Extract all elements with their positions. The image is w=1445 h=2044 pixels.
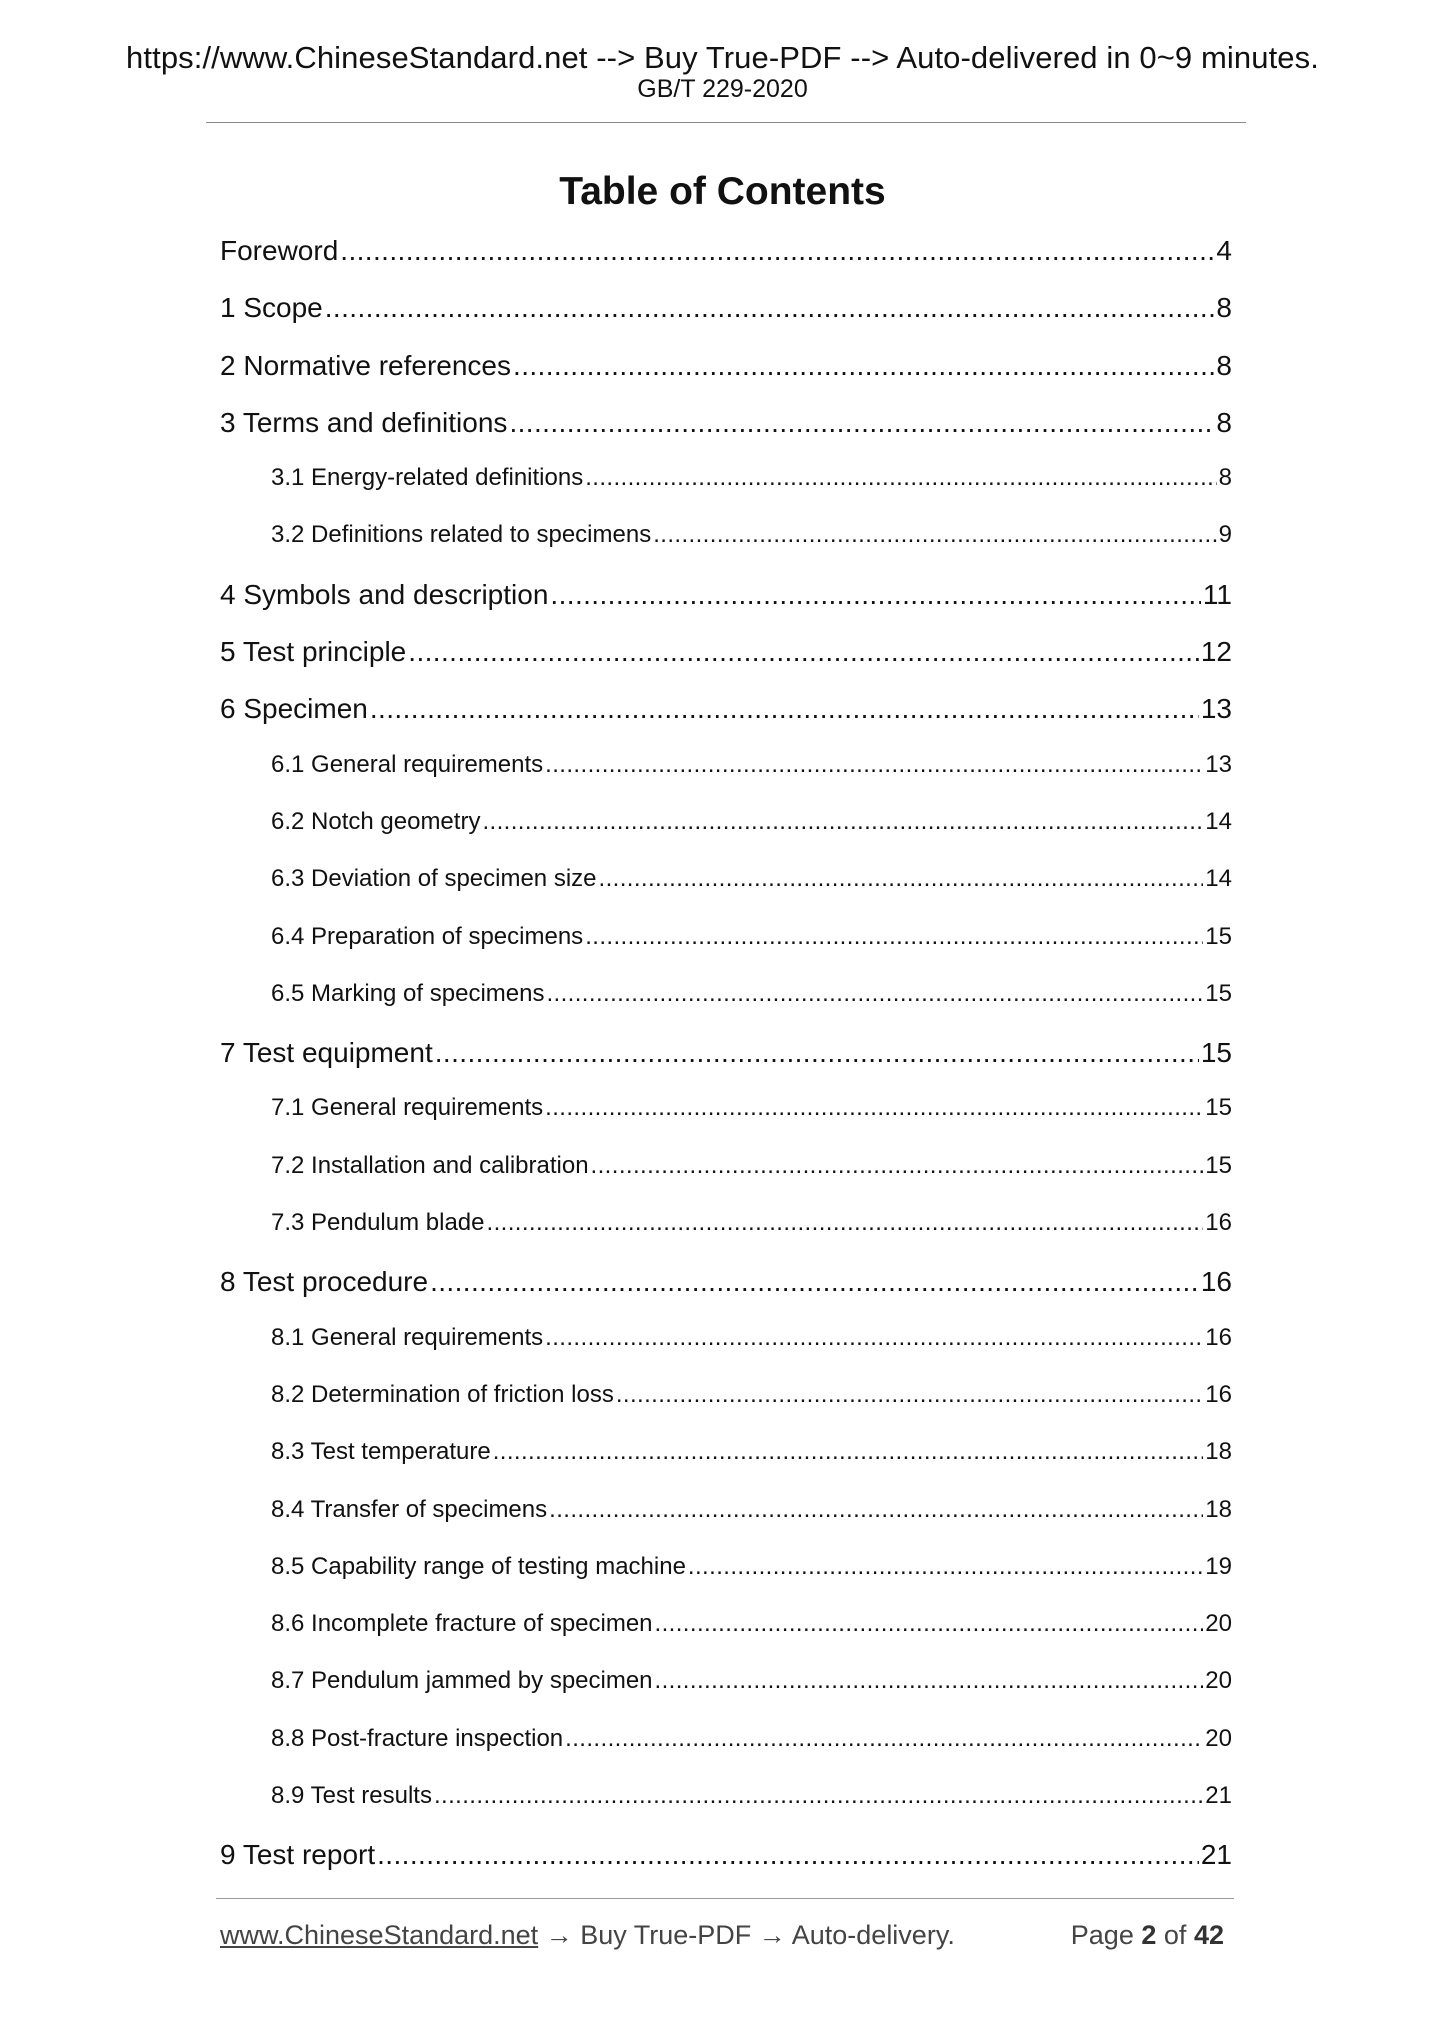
toc-entry-label: 9 Test report [220,1839,376,1871]
toc-leader-dots [513,350,1214,382]
toc-entry-page: 15 [1205,922,1232,950]
toc-entry[interactable] [220,1037,1232,1094]
toc-entry-label: 6.1 General requirements [271,750,544,778]
footer-site-link[interactable]: www.ChineseStandard.net [220,1920,539,1950]
toc-entry-label: 6.3 Deviation of specimen size [271,865,597,893]
toc-entry-label: 8 Test procedure [220,1266,429,1298]
table-of-contents [220,235,1232,1897]
toc-entry-page: 21 [1205,1782,1232,1810]
toc-leader-dots [549,1496,1203,1524]
toc-leader-dots [616,1381,1203,1409]
toc-leader-dots [430,1266,1199,1298]
page-word: Page [1070,1920,1134,1950]
toc-entry-page: 4 [1216,235,1232,266]
toc-entry-page: 15 [1205,1151,1232,1179]
toc-entry[interactable] [220,923,1232,980]
toc-leader-dots [599,865,1204,893]
toc-entry-label: 2 Normative references [220,349,512,381]
toc-entry[interactable] [220,1725,1232,1782]
toc-entry[interactable] [220,1152,1232,1209]
toc-entry-label: 5 Test principle [220,636,407,668]
toc-entry-label: 7.3 Pendulum blade [271,1209,485,1237]
standard-code: GB/T 229-2020 [637,75,808,103]
toc-entry[interactable] [220,235,1232,292]
toc-leader-dots [340,235,1214,267]
toc-entry[interactable] [220,1553,1232,1610]
toc-leader-dots [435,1037,1199,1069]
toc-entry[interactable] [220,1209,1232,1266]
toc-entry[interactable] [220,636,1232,693]
toc-entry-page: 8 [1218,464,1232,492]
toc-entry-label: 8.6 Incomplete fracture of specimen [271,1610,653,1638]
toc-entry-label: 8.8 Post-fracture inspection [271,1724,564,1752]
toc-entry-page: 19 [1205,1552,1232,1580]
toc-entry-page: 16 [1205,1323,1232,1351]
page-indicator [1071,1920,1224,1951]
toc-entry-label: 6.2 Notch geometry [271,807,481,835]
footer-tagline: → Buy True-PDF → Auto-delivery. [538,1920,955,1950]
toc-entry[interactable] [220,292,1232,349]
toc-entry-page: 20 [1205,1667,1232,1695]
toc-entry-page: 20 [1205,1610,1232,1638]
toc-leader-dots [653,521,1216,549]
toc-entry-label: 7.2 Installation and calibration [271,1151,589,1179]
toc-entry-page: 15 [1205,1094,1232,1122]
toc-entry[interactable] [220,1324,1232,1381]
toc-entry-label: 3.1 Energy-related definitions [271,464,584,492]
toc-entry-page: 15 [1205,979,1232,1007]
toc-entry[interactable] [220,1496,1232,1553]
header-banner: https://www.ChineseStandard.net --> Buy True-PDF --> Auto-delivered in 0~9 minutes. [126,40,1319,75]
toc-entry-label: 8.5 Capability range of testing machine [271,1552,686,1580]
toc-entry-page: 8 [1216,406,1232,438]
footer-divider [216,1898,1234,1899]
toc-leader-dots [546,980,1203,1008]
page-total: 42 [1193,1920,1224,1950]
toc-leader-dots [545,751,1203,779]
toc-entry-page: 16 [1205,1209,1232,1237]
toc-entry[interactable] [220,1438,1232,1495]
toc-leader-dots [688,1553,1203,1581]
toc-entry-label: 7.1 General requirements [271,1094,544,1122]
toc-entry[interactable] [220,693,1232,750]
toc-entry-label: 1 Scope [220,292,323,324]
toc-entry-page: 15 [1200,1037,1232,1069]
toc-entry[interactable] [220,1782,1232,1839]
header-divider [206,122,1246,123]
toc-entry-page: 9 [1218,521,1232,549]
toc-entry-label: 8.4 Transfer of specimens [271,1495,548,1523]
toc-leader-dots [509,407,1214,439]
toc-leader-dots [545,1094,1203,1122]
toc-entry[interactable] [220,865,1232,922]
toc-entry[interactable] [220,808,1232,865]
toc-leader-dots [591,1152,1204,1180]
toc-entry-page: 8 [1216,349,1232,381]
toc-leader-dots [493,1438,1204,1466]
toc-entry-page: 14 [1205,865,1232,893]
toc-entry[interactable] [220,1381,1232,1438]
toc-entry-label: 6.4 Preparation of specimens [271,922,584,950]
toc-entry[interactable] [220,521,1232,578]
toc-entry[interactable] [220,464,1232,521]
toc-entry-label: 6.5 Marking of specimens [271,979,545,1007]
toc-entry-label: 8.2 Determination of friction loss [271,1380,614,1408]
toc-leader-dots [377,1839,1199,1871]
toc-entry-label: 8.9 Test results [271,1782,432,1810]
toc-entry[interactable] [220,1667,1232,1724]
toc-entry-page: 18 [1205,1438,1232,1466]
toc-entry-page: 11 [1202,578,1232,610]
toc-entry[interactable] [220,1610,1232,1667]
footer [220,1920,1232,1951]
toc-entry-page: 13 [1205,750,1232,778]
toc-entry-label: 8.3 Test temperature [271,1438,491,1466]
toc-entry-page: 21 [1200,1839,1232,1871]
of-word: of [1163,1920,1187,1950]
toc-leader-dots [655,1667,1204,1695]
toc-leader-dots [487,1209,1204,1237]
toc-leader-dots [550,579,1201,611]
toc-leader-dots [434,1782,1203,1810]
toc-entry[interactable] [220,1266,1232,1323]
toc-entry-label: 8.7 Pendulum jammed by specimen [271,1667,653,1695]
toc-entry[interactable] [220,579,1232,636]
toc-entry-label: 4 Symbols and description [220,578,549,610]
toc-entry-page: 12 [1200,636,1232,668]
toc-leader-dots [408,636,1199,668]
toc-entry-page: 16 [1205,1380,1232,1408]
toc-entry-page: 20 [1205,1724,1232,1752]
toc-entry-label: 6 Specimen [220,693,368,725]
toc-entry[interactable] [220,980,1232,1037]
toc-entry[interactable] [220,751,1232,808]
toc-leader-dots [482,808,1203,836]
toc-leader-dots [545,1324,1203,1352]
toc-entry-label: 3.2 Definitions related to specimens [271,521,652,549]
toc-entry-label: 7 Test equipment [220,1037,433,1069]
toc-entry[interactable] [220,1094,1232,1151]
toc-entry-page: 16 [1200,1266,1232,1298]
toc-entry[interactable] [220,407,1232,464]
toc-leader-dots [585,923,1203,951]
toc-leader-dots [655,1610,1204,1638]
toc-leader-dots [565,1725,1203,1753]
toc-entry-label: 3 Terms and definitions [220,406,508,438]
toc-entry-page: 18 [1205,1495,1232,1523]
toc-entry-label: Foreword [220,235,339,266]
toc-entry-page: 8 [1216,292,1232,324]
toc-entry-label: 8.1 General requirements [271,1323,544,1351]
toc-entry-page: 13 [1200,693,1232,725]
toc-entry[interactable] [220,1839,1232,1896]
page-current: 2 [1141,1920,1157,1950]
toc-entry-page: 14 [1205,807,1232,835]
toc-leader-dots [585,464,1216,492]
toc-leader-dots [370,693,1199,725]
toc-entry[interactable] [220,350,1232,407]
toc-leader-dots [325,292,1215,324]
page-title: Table of Contents [559,170,886,213]
